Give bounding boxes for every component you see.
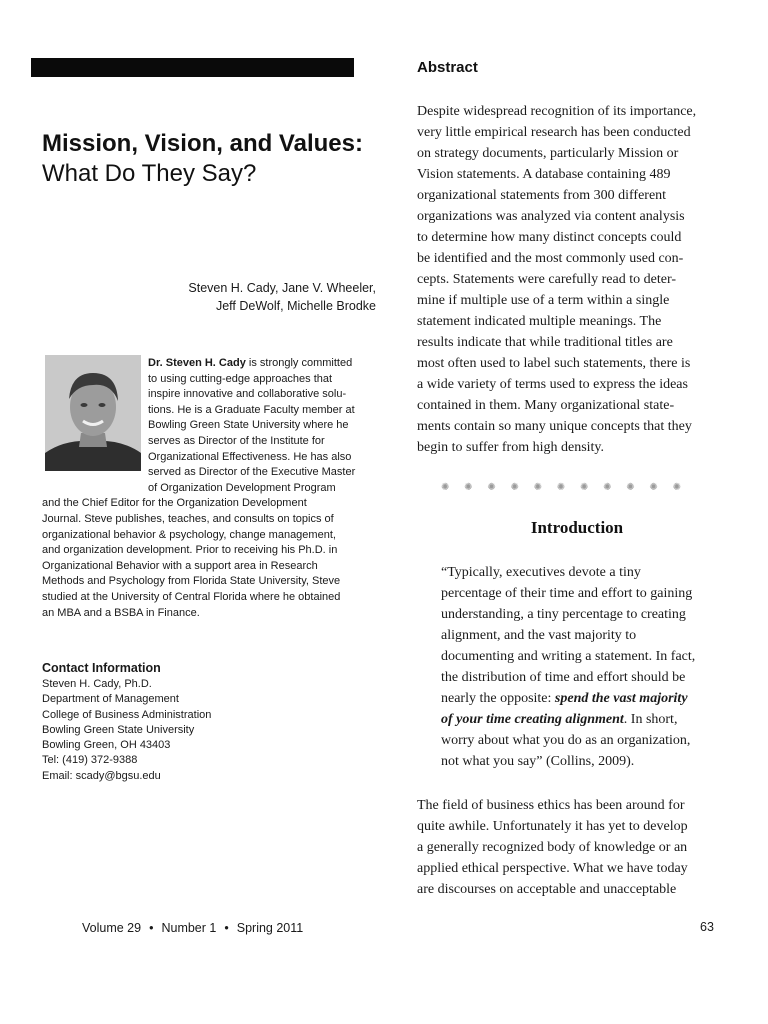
footer-separator: • xyxy=(224,921,229,935)
author-list xyxy=(140,279,376,315)
page-number: 63 xyxy=(700,920,714,934)
bio-text: is strongly committed xyxy=(245,357,353,369)
bio-line: Journal. Steve publishes, teaches, and consults on topics of xyxy=(42,512,334,525)
introduction-heading: Introduction xyxy=(530,518,624,537)
bio-line: and the Chief Editor for the Organization Development xyxy=(42,497,307,510)
contact-line: Steven H. Cady, Ph.D. xyxy=(42,678,152,690)
article-title: Mission, Vision, and Values: xyxy=(42,130,363,157)
bio-line: Methods and Psychology from Florida State University, Steve xyxy=(42,575,341,588)
bio-line: inspire innovative and collaborative solu- xyxy=(148,388,347,401)
ornament-icon: ✺ xyxy=(441,482,450,493)
ornament-icon: ✺ xyxy=(510,482,519,493)
footer-season: Spring 2011 xyxy=(236,921,304,935)
contact-line: Department of Management xyxy=(42,693,179,706)
bio-line: Organizational Effectiveness. He has also xyxy=(148,450,352,463)
abstract-line: a wide variety of terms used to express the ideas xyxy=(417,377,688,392)
abstract-line: most often used to label such statements, there is xyxy=(417,356,691,371)
bio-line: to using cutting-edge approaches that xyxy=(148,372,333,385)
ornament-icon: ✺ xyxy=(649,482,658,493)
abstract-line: begin to suffer from high density. xyxy=(417,440,605,455)
bio-line: Bowling Green State University where he xyxy=(148,419,349,432)
ornament-icon: ✺ xyxy=(487,482,496,493)
bio-line: tions. He is a Graduate Faculty member at xyxy=(148,403,355,416)
ornament-icon: ✺ xyxy=(672,482,681,493)
epigraph-quote xyxy=(441,562,741,772)
header-black-bar xyxy=(31,58,354,77)
bio-line: organizational behavior & psychology, change management, xyxy=(42,528,336,541)
bio-line: Organizational Behavior with a support area in Research xyxy=(42,559,318,572)
section-divider-ornaments xyxy=(441,482,681,493)
quote-line: percentage of their time and effort to gaining xyxy=(441,586,693,601)
body-line: a generally recognized body of knowledge or an xyxy=(417,840,688,855)
abstract-line: be identified and the most commonly used con- xyxy=(417,251,684,266)
abstract-heading: Abstract xyxy=(417,59,478,76)
article-subtitle: What Do They Say? xyxy=(42,160,257,187)
ornament-icon: ✺ xyxy=(464,482,473,493)
ornament-icon: ✺ xyxy=(579,482,589,493)
body-line: quite awhile. Unfortunately it has yet to develop xyxy=(417,819,688,834)
abstract-line: Despite widespread recognition of its importance, xyxy=(417,104,697,119)
quote-line: worry about what you do as an organization, xyxy=(441,733,691,748)
quote-line: not what you say” (Collins, 2009). xyxy=(441,754,635,769)
contact-phone: Tel: (419) 372-9388 xyxy=(42,754,138,767)
abstract-text xyxy=(417,101,737,458)
quote-text: . In short, xyxy=(623,712,678,727)
author-line: Steven H. Cady, Jane V. Wheeler, xyxy=(188,281,376,295)
abstract-line: results indicate that while traditional titles are xyxy=(417,335,673,350)
body-line: are discourses on acceptable and unacceptable xyxy=(417,882,677,897)
contact-line: Bowling Green, OH 43403 xyxy=(42,739,171,752)
bio-line: served as Director of the Executive Master xyxy=(148,466,356,479)
quote-text: nearly the opposite: xyxy=(441,691,555,706)
contact-email: Email: scady@bgsu.edu xyxy=(42,769,161,782)
bio-line: and organization development. Prior to receiving his Ph.D. in xyxy=(42,544,338,557)
ornament-icon: ✺ xyxy=(626,482,635,493)
abstract-line: very little empirical research has been conducted xyxy=(417,125,691,140)
quote-line xyxy=(441,688,741,709)
abstract-line: cepts. Statements were carefully read to deter- xyxy=(417,272,676,287)
contact-heading: Contact Information xyxy=(42,661,161,675)
footer-separator: • xyxy=(149,921,154,935)
quote-line: alignment, and the vast majority to xyxy=(441,628,637,643)
abstract-line: on strategy documents, particularly Mission or xyxy=(417,146,679,161)
quote-line: understanding, a tiny percentage to creating xyxy=(441,607,686,622)
bio-line: an MBA and a BSBA in Finance. xyxy=(42,606,200,619)
abstract-line: organizations was analyzed via content analysis xyxy=(417,209,685,224)
abstract-line: contained in them. Many organizational state- xyxy=(417,398,675,413)
abstract-line: to determine how many distinct concepts could xyxy=(417,230,682,245)
bio-line: of Organization Development Program xyxy=(148,481,336,494)
quote-line: documenting and writing a statement. In fact, xyxy=(441,649,696,664)
quote-emphasis: spend the vast majority xyxy=(554,691,688,706)
bio-line: studied at the University of Central Florida where he obtained xyxy=(42,590,341,603)
quote-line xyxy=(441,709,741,730)
body-line: The field of business ethics has been around for xyxy=(417,798,685,813)
bio-author-name: Dr. Steven H. Cady xyxy=(148,357,246,369)
abstract-line: statement indicated multiple meanings. The xyxy=(417,314,662,329)
body-line: applied ethical perspective. What we have today xyxy=(417,861,688,876)
bio-line: serves as Director of the Institute for xyxy=(148,434,325,447)
quote-emphasis: of your time creating alignment xyxy=(441,712,624,727)
author-bio xyxy=(42,356,376,621)
footer-volume: Volume 29 xyxy=(82,921,142,935)
abstract-line: mine if multiple use of a term within a single xyxy=(417,293,670,308)
contact-line: Bowling Green State University xyxy=(42,723,195,736)
footer-number: Number 1 xyxy=(161,921,217,935)
ornament-icon: ✺ xyxy=(603,482,612,493)
abstract-line: ments contain so many unique concepts that they xyxy=(417,419,692,434)
quote-line: the distribution of time and effort should be xyxy=(441,670,686,685)
contact-information xyxy=(42,660,372,784)
ornament-icon: ✺ xyxy=(533,482,543,493)
abstract-line: organizational statements from 300 different xyxy=(417,188,667,203)
author-line: Jeff DeWolf, Michelle Brodke xyxy=(215,299,376,313)
ornament-icon: ✺ xyxy=(556,482,566,493)
journal-footer xyxy=(82,921,303,935)
abstract-line: Vision statements. A database containing 489 xyxy=(417,167,671,182)
contact-line: College of Business Administration xyxy=(42,708,212,721)
introduction-body xyxy=(417,795,737,900)
quote-line: “Typically, executives devote a tiny xyxy=(441,565,641,580)
